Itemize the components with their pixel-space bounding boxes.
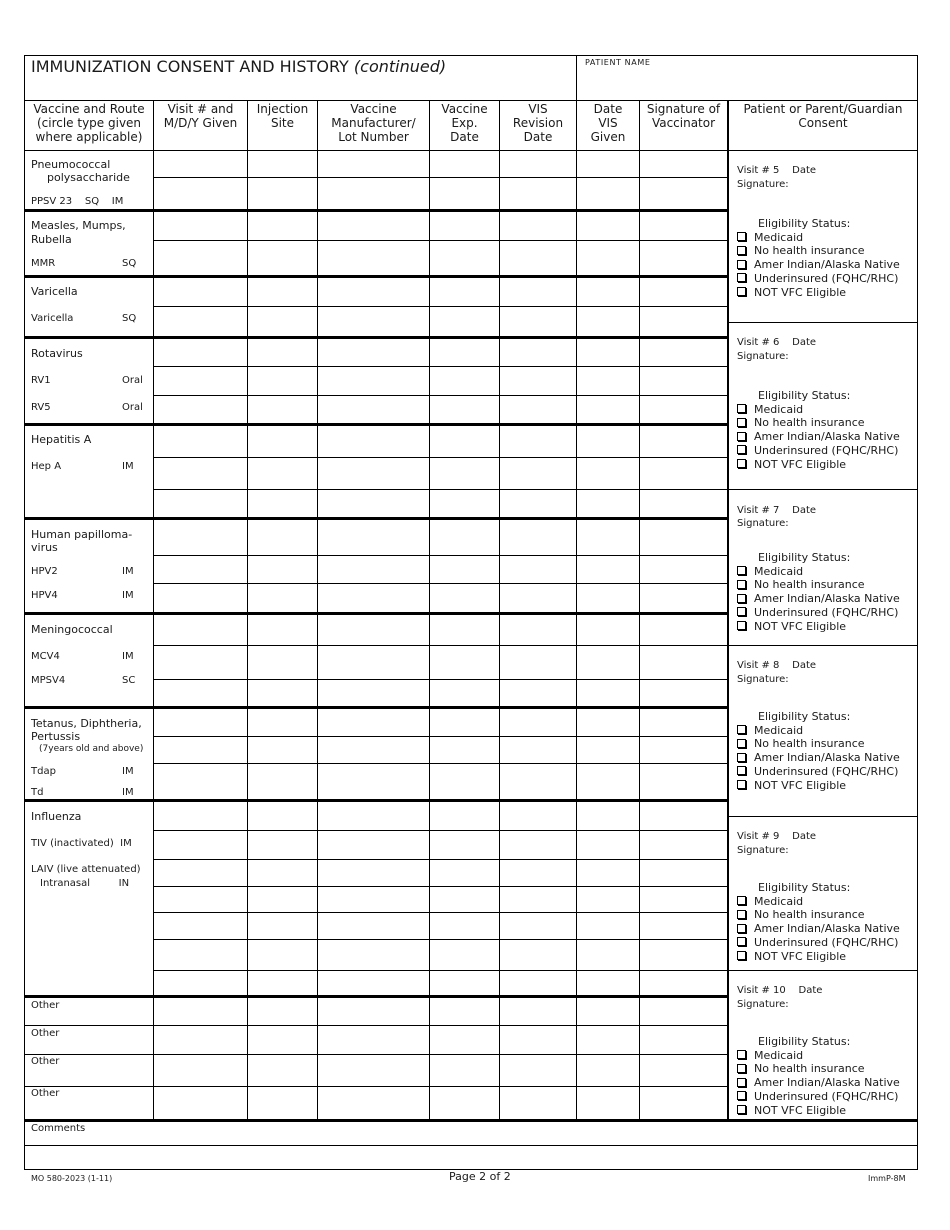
route-mcv4: IM (122, 651, 134, 662)
eligibility-medicaid[interactable]: Medicaid (737, 1049, 900, 1063)
other-row-1: Other (31, 1000, 60, 1011)
checkbox-icon[interactable] (737, 725, 746, 734)
checkbox-icon[interactable] (737, 1078, 746, 1087)
checkbox-icon[interactable] (737, 260, 746, 269)
checkbox-icon[interactable] (737, 404, 746, 413)
eligibility-block-7: Eligibility Status: Medicaid No health insurance Amer Indian/Alaska Native Underinsured (FQHC/RHC) NOT VFC Eligible (737, 551, 900, 633)
eligibility-no-insurance[interactable]: No health insurance (737, 908, 900, 922)
checkbox-icon[interactable] (737, 739, 746, 748)
footer-form-code: ImmP-8M (868, 1174, 906, 1183)
eligibility-medicaid[interactable]: Medicaid (737, 895, 900, 909)
footer-form-number: MO 580-2023 (1-11) (31, 1174, 113, 1183)
consent-visit-5: Visit # 5 Date (737, 165, 817, 176)
vaccine-influenza: Influenza (31, 810, 82, 823)
checkbox-icon[interactable] (737, 580, 746, 589)
consent-signature-label: Signature: (737, 845, 789, 856)
checkbox-icon[interactable] (737, 273, 746, 282)
consent-signature-label: Signature: (737, 999, 789, 1010)
eligibility-no-insurance[interactable]: No health insurance (737, 1062, 900, 1076)
checkbox-icon[interactable] (737, 418, 746, 427)
eligibility-medicaid[interactable]: Medicaid (737, 565, 900, 579)
type-td: Td (31, 787, 44, 798)
consent-visit-9: Visit # 9 Date (737, 831, 817, 842)
checkbox-icon[interactable] (737, 951, 746, 960)
form-title-main: IMMUNIZATION CONSENT AND HISTORY (31, 57, 349, 76)
vaccine-varicella: Varicella (31, 285, 78, 298)
route-hpv4: IM (122, 590, 134, 601)
eligibility-block-8: Eligibility Status: Medicaid No health insurance Amer Indian/Alaska Native Underinsured (FQHC/RHC) NOT VFC Eligible (737, 710, 900, 792)
other-row-4: Other (31, 1088, 60, 1099)
checkbox-icon[interactable] (737, 232, 746, 241)
col-vis-given: Date VIS Given (590, 102, 626, 144)
eligibility-underinsured[interactable]: Underinsured (FQHC/RHC) (737, 1090, 900, 1104)
consent-visit-6: Visit # 6 Date (737, 337, 817, 348)
eligibility-block-9: Eligibility Status: Medicaid No health insurance Amer Indian/Alaska Native Underinsured (FQHC/RHC) NOT VFC Eligible (737, 881, 900, 963)
checkbox-icon[interactable] (737, 432, 746, 441)
vaccine-mmr: Measles, Mumps, (31, 219, 126, 232)
form-title (31, 57, 446, 77)
type-mpsv4: MPSV4 (31, 675, 66, 686)
eligibility-amer-indian[interactable]: Amer Indian/Alaska Native (737, 592, 900, 606)
eligibility-not-vfc[interactable]: NOT VFC Eligible (737, 620, 900, 634)
form-title-continued: (continued) (353, 57, 447, 76)
route-varicella: SQ (122, 313, 137, 324)
eligibility-not-vfc[interactable]: NOT VFC Eligible (737, 286, 900, 300)
eligibility-not-vfc[interactable]: NOT VFC Eligible (737, 458, 900, 472)
checkbox-icon[interactable] (737, 924, 746, 933)
checkbox-icon[interactable] (737, 607, 746, 616)
type-hpv4: HPV4 (31, 590, 58, 601)
consent-signature-label: Signature: (737, 351, 789, 362)
route-ppsv23: PPSV 23 SQ IM (31, 196, 124, 207)
checkbox-icon[interactable] (737, 566, 746, 575)
checkbox-icon[interactable] (737, 910, 746, 919)
checkbox-icon[interactable] (737, 459, 746, 468)
other-row-2: Other (31, 1028, 60, 1039)
footer-page-number: Page 2 of 2 (449, 1170, 511, 1183)
checkbox-icon[interactable] (737, 445, 746, 454)
type-tiv: TIV (inactivated) IM (31, 838, 132, 849)
other-row-3: Other (31, 1056, 60, 1067)
eligibility-not-vfc[interactable]: NOT VFC Eligible (737, 950, 900, 964)
eligibility-amer-indian[interactable]: Amer Indian/Alaska Native (737, 430, 900, 444)
eligibility-no-insurance[interactable]: No health insurance (737, 244, 900, 258)
eligibility-underinsured[interactable]: Underinsured (FQHC/RHC) (737, 765, 900, 779)
type-rv5: RV5 (31, 402, 51, 413)
checkbox-icon[interactable] (737, 937, 746, 946)
comments-label: Comments (31, 1123, 86, 1134)
vaccine-pneumococcal: Pneumococcal (31, 158, 111, 171)
eligibility-block-10: Eligibility Status: Medicaid No health insurance Amer Indian/Alaska Native Underinsured (FQHC/RHC) NOT VFC Eligible (737, 1035, 900, 1117)
checkbox-icon[interactable] (737, 896, 746, 905)
eligibility-medicaid[interactable]: Medicaid (737, 231, 900, 245)
vaccine-pneumococcal-sub: polysaccharide (47, 171, 130, 184)
vaccine-hpv-sub: virus (31, 541, 58, 554)
checkbox-icon[interactable] (737, 766, 746, 775)
patient-name-field[interactable] (585, 68, 913, 98)
checkbox-icon[interactable] (737, 621, 746, 630)
eligibility-medicaid[interactable]: Medicaid (737, 724, 900, 738)
col-vis-revision: VIS Revision Date (512, 102, 564, 144)
col-visit-date: Visit # and M/D/Y Given (163, 102, 238, 130)
consent-visit-8: Visit # 8 Date (737, 660, 817, 671)
eligibility-block-6: Eligibility Status: Medicaid No health insurance Amer Indian/Alaska Native Underinsured (FQHC/RHC) NOT VFC Eligible (737, 389, 900, 471)
vaccine-rotavirus: Rotavirus (31, 347, 83, 360)
type-mmr: MMR (31, 258, 56, 269)
eligibility-amer-indian[interactable]: Amer Indian/Alaska Native (737, 922, 900, 936)
consent-visit-7: Visit # 7 Date (737, 505, 817, 516)
route-laiv: Intranasal IN (40, 878, 130, 889)
col-injection-site: Injection Site (256, 102, 309, 130)
eligibility-not-vfc[interactable]: NOT VFC Eligible (737, 779, 900, 793)
eligibility-no-insurance[interactable]: No health insurance (737, 737, 900, 751)
type-hpv2: HPV2 (31, 566, 58, 577)
route-hep-a: IM (122, 461, 134, 472)
col-consent: Patient or Parent/Guardian Consent (743, 102, 903, 130)
eligibility-no-insurance[interactable]: No health insurance (737, 578, 900, 592)
type-rv1: RV1 (31, 375, 51, 386)
type-laiv: LAIV (live attenuated) (31, 864, 141, 875)
consent-visit-10: Visit # 10 Date (737, 985, 823, 996)
checkbox-icon[interactable] (737, 1050, 746, 1059)
vaccine-mmr-sub: Rubella (31, 233, 72, 246)
vaccine-tdap-sub: Pertussis (31, 730, 81, 743)
consent-signature-label: Signature: (737, 518, 789, 529)
type-tdap: Tdap (31, 766, 56, 777)
eligibility-underinsured[interactable]: Underinsured (FQHC/RHC) (737, 936, 900, 950)
route-hpv2: IM (122, 566, 134, 577)
route-tdap: IM (122, 766, 134, 777)
col-vaccine-route: Vaccine and Route (circle type given where applicable) (33, 102, 145, 144)
eligibility-underinsured[interactable]: Underinsured (FQHC/RHC) (737, 272, 900, 286)
checkbox-icon[interactable] (737, 1105, 746, 1114)
checkbox-icon[interactable] (737, 780, 746, 789)
checkbox-icon[interactable] (737, 753, 746, 762)
route-rv1: Oral (122, 375, 143, 386)
col-exp-date: Vaccine Exp. Date (441, 102, 488, 144)
eligibility-amer-indian[interactable]: Amer Indian/Alaska Native (737, 1076, 900, 1090)
eligibility-block-5: Eligibility Status: Medicaid No health insurance Amer Indian/Alaska Native Underinsured (FQHC/RHC) NOT VFC Eligible (737, 217, 900, 299)
consent-signature-label: Signature: (737, 674, 789, 685)
checkbox-icon[interactable] (737, 1064, 746, 1073)
col-vaccinator-signature: Signature of Vaccinator (646, 102, 721, 130)
route-rv5: Oral (122, 402, 143, 413)
type-varicella: Varicella (31, 313, 74, 324)
col-manufacturer-lot: Vaccine Manufacturer/ Lot Number (331, 102, 416, 144)
eligibility-no-insurance[interactable]: No health insurance (737, 416, 900, 430)
tdap-age-note: (7years old and above) (39, 744, 144, 754)
eligibility-amer-indian[interactable]: Amer Indian/Alaska Native (737, 258, 900, 272)
checkbox-icon[interactable] (737, 287, 746, 296)
eligibility-not-vfc[interactable]: NOT VFC Eligible (737, 1104, 900, 1118)
route-mpsv4: SC (122, 675, 136, 686)
eligibility-underinsured[interactable]: Underinsured (FQHC/RHC) (737, 606, 900, 620)
checkbox-icon[interactable] (737, 594, 746, 603)
type-hep-a: Hep A (31, 461, 62, 472)
patient-name-label: PATIENT NAME (585, 58, 651, 67)
eligibility-medicaid[interactable]: Medicaid (737, 403, 900, 417)
checkbox-icon[interactable] (737, 1091, 746, 1100)
comments-field[interactable] (25, 1146, 917, 1168)
type-mcv4: MCV4 (31, 651, 60, 662)
route-mmr: SQ (122, 258, 137, 269)
vaccine-hepatitis-a: Hepatitis A (31, 433, 92, 446)
consent-signature-label: Signature: (737, 179, 789, 190)
route-td: IM (122, 787, 134, 798)
eligibility-underinsured[interactable]: Underinsured (FQHC/RHC) (737, 444, 900, 458)
vaccine-hpv: Human papilloma- (31, 528, 133, 541)
checkbox-icon[interactable] (737, 246, 746, 255)
eligibility-amer-indian[interactable]: Amer Indian/Alaska Native (737, 751, 900, 765)
vaccine-tdap: Tetanus, Diphtheria, (31, 717, 142, 730)
vaccine-meningococcal: Meningococcal (31, 623, 113, 636)
